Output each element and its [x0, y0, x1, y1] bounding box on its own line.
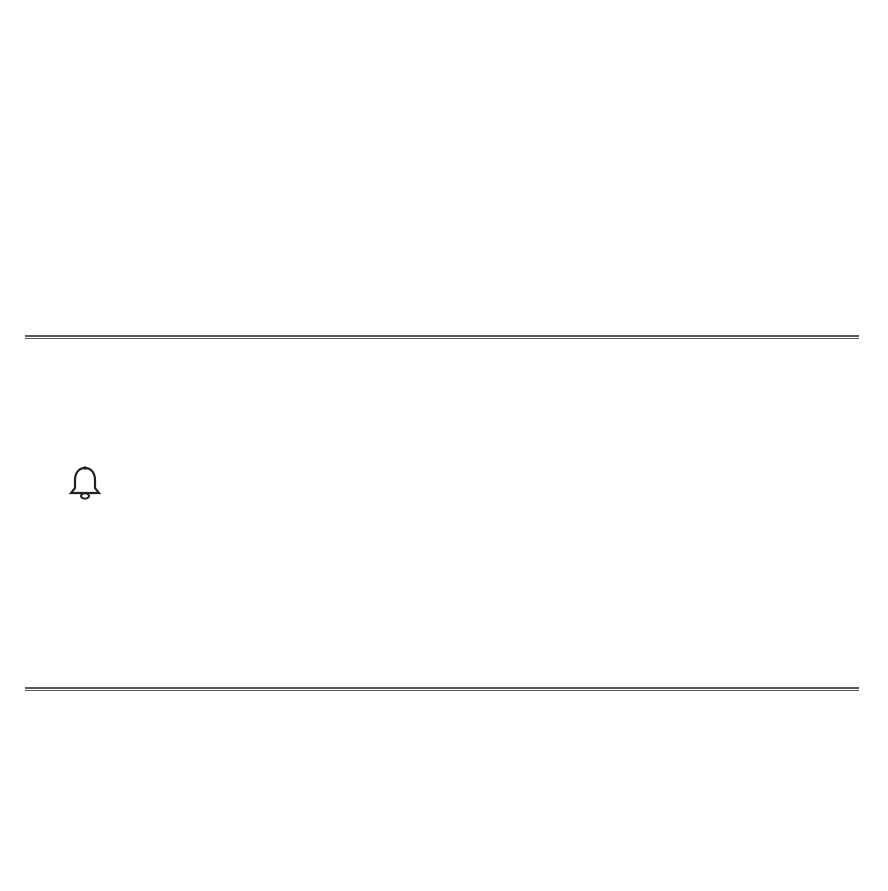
divider-bottom: [25, 687, 859, 691]
divider-top: [25, 335, 859, 339]
note-block: [25, 484, 865, 506]
